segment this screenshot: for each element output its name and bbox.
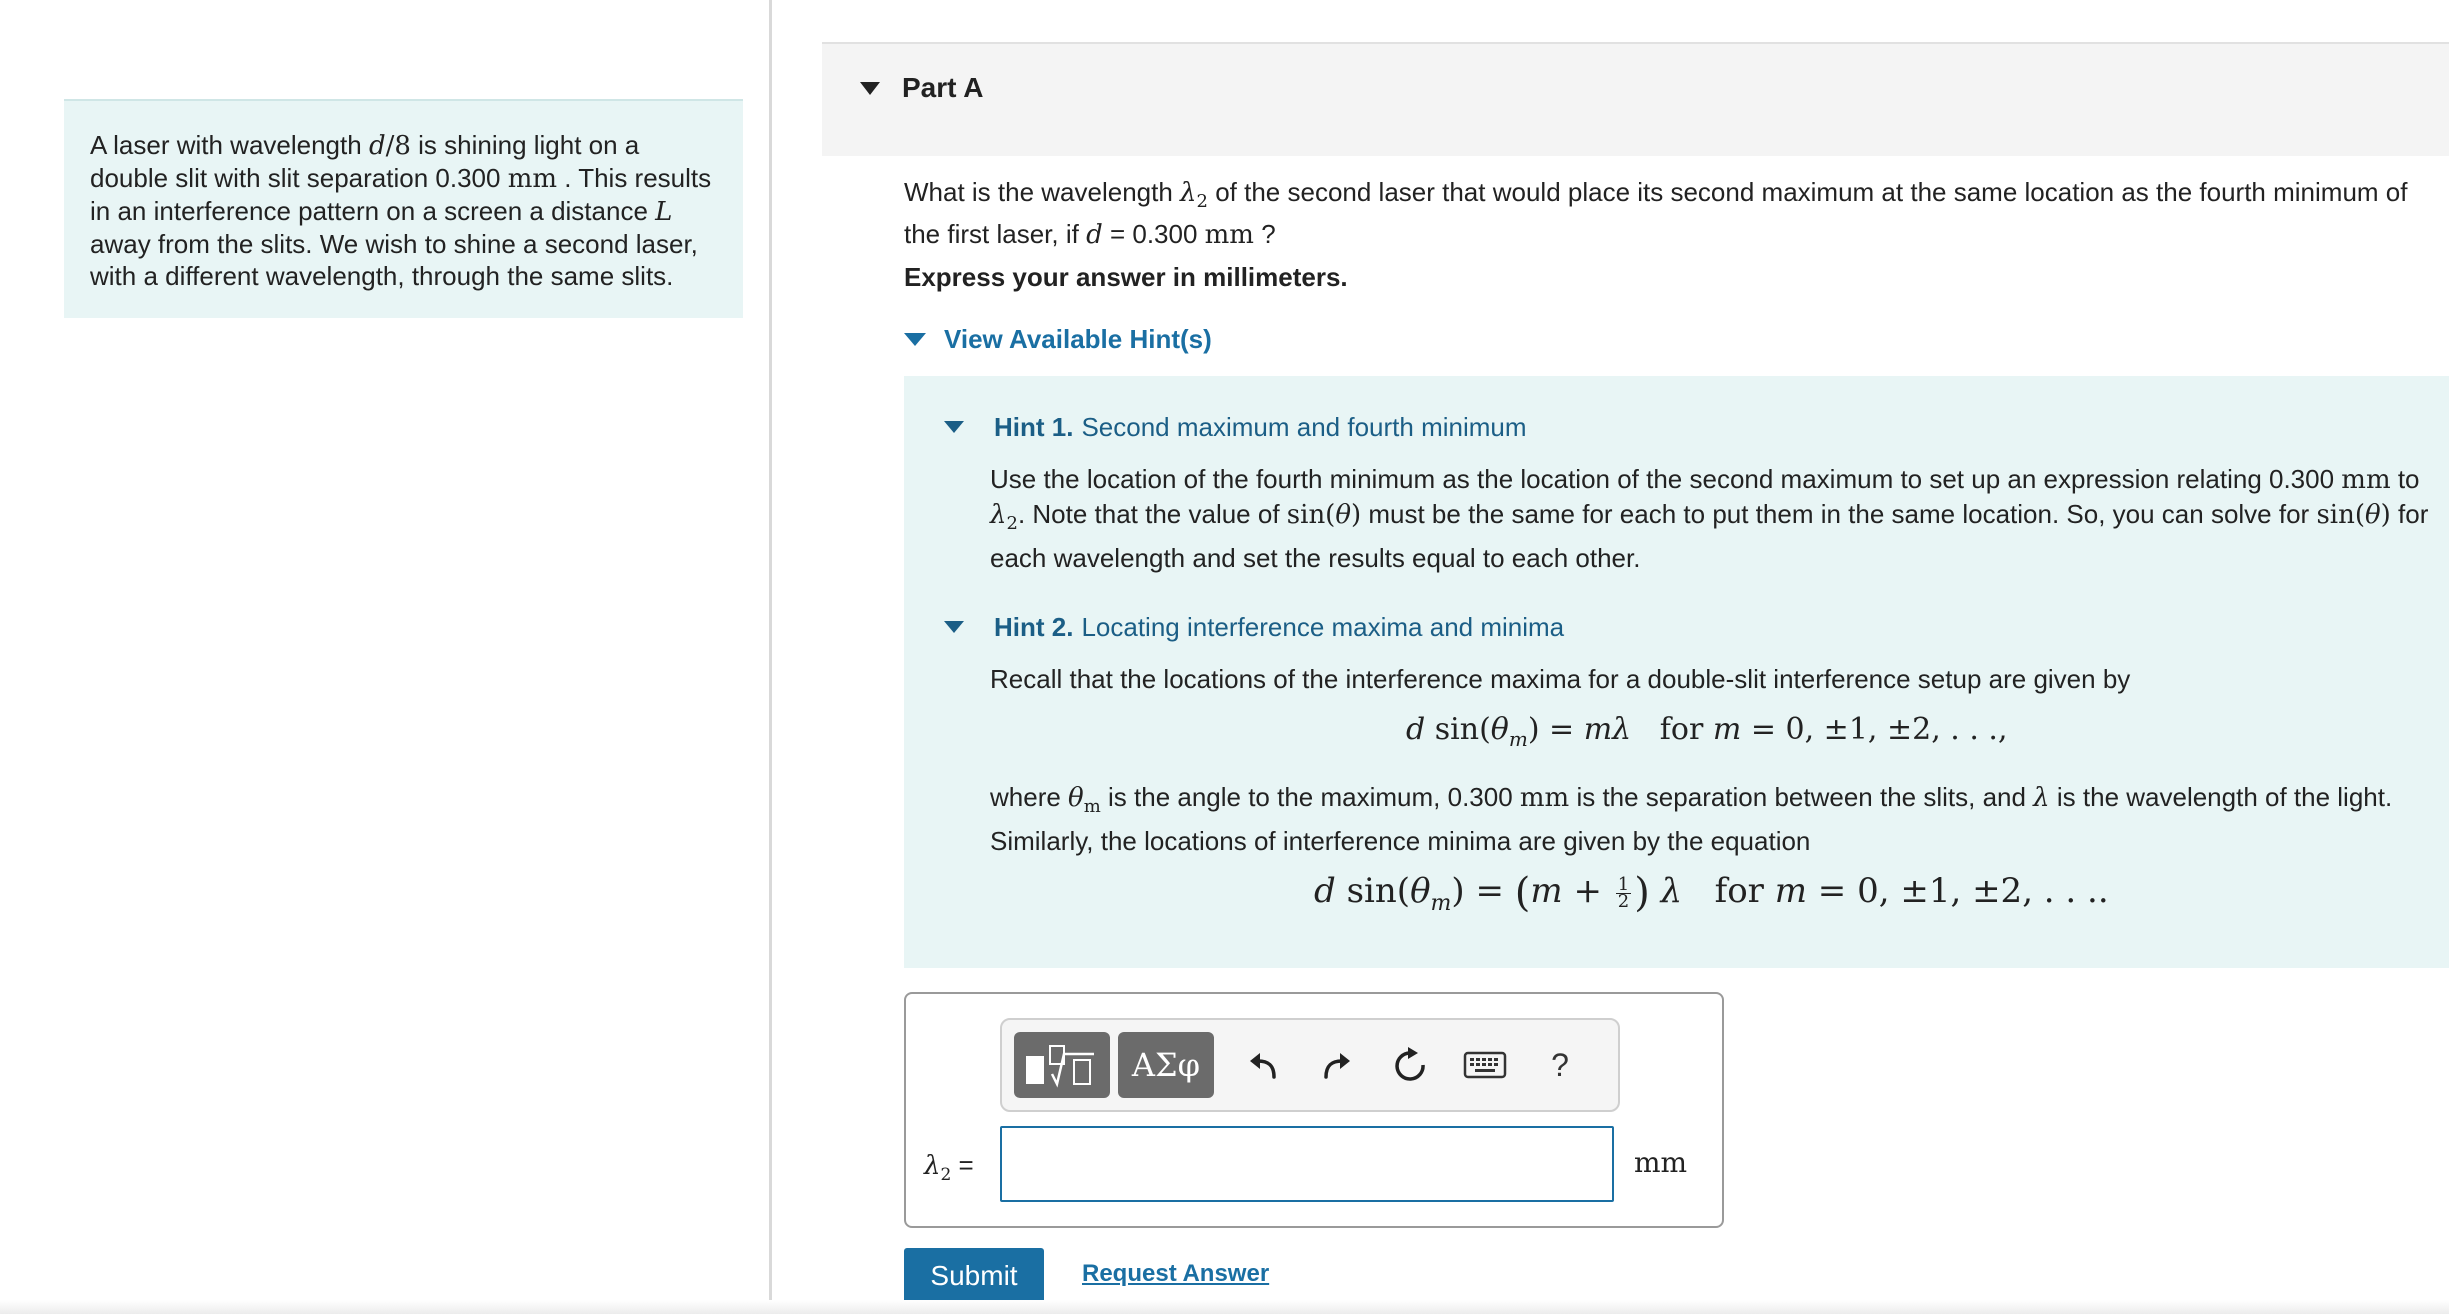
hint-1-sin-open: sin( xyxy=(1286,500,1336,530)
undo-icon xyxy=(1246,1047,1282,1083)
hint-2-number: Hint 2. xyxy=(994,611,1074,642)
answer-lambda: λ xyxy=(924,1151,941,1181)
hint-1-text-2: to xyxy=(2390,464,2420,494)
eq2-d: d xyxy=(1314,871,1336,911)
hint-2-text-2: where xyxy=(990,782,1069,812)
reset-button[interactable] xyxy=(1380,1032,1440,1098)
eq1-d: d xyxy=(1406,712,1426,747)
question-text-1: What is the wavelength xyxy=(904,177,1181,207)
help-button[interactable]: ? xyxy=(1551,1046,1569,1083)
eq2-m2: m xyxy=(1774,871,1807,911)
eq2-frac-den: 2 xyxy=(1617,890,1630,912)
hint-1-text-1: Use the location of the fourth minimum as the location of the second maximum to set up an expression relating 0.300 xyxy=(990,464,2342,494)
problem-wavelength-rest: /8 xyxy=(385,131,411,161)
eq2-sin: sin( xyxy=(1335,871,1411,911)
answer-input[interactable] xyxy=(1000,1126,1614,1202)
answer-equals: = xyxy=(951,1150,974,1180)
request-answer-link[interactable]: Request Answer xyxy=(1082,1260,1270,1287)
hint-1-theta-2: θ xyxy=(2364,500,2381,530)
eq1-for: for xyxy=(1631,712,1713,747)
question-text xyxy=(904,176,2444,252)
answer-box xyxy=(904,992,1724,1228)
hint-2-explanation xyxy=(990,780,2430,858)
part-header[interactable] xyxy=(822,44,2449,156)
problem-distance-var: L xyxy=(655,197,673,227)
keyboard-button[interactable] xyxy=(1454,1032,1516,1098)
part-title: Part A xyxy=(902,72,984,103)
problem-text-4: away from the slits. We wish to shine a second laser, with a different wavelength, through the same slits. xyxy=(90,229,698,291)
question-d-var: d xyxy=(1086,220,1103,251)
problem-statement xyxy=(64,99,743,318)
hint-2-title[interactable]: Locating interference maxima and minima xyxy=(1081,611,1565,642)
hint-2-text-4: is the separation between the slits, and xyxy=(1569,782,2034,812)
hint-2-theta-sub: m xyxy=(1083,796,1101,818)
question-text-4: ? xyxy=(1253,219,1276,250)
hint-2-intro: Recall that the locations of the interference maxima for a double-slit interference setup are given by xyxy=(990,664,2131,694)
hint-2-unit: mm xyxy=(1519,783,1570,813)
keyboard-icon xyxy=(1463,1051,1507,1079)
hint-1-body xyxy=(990,462,2430,575)
right-panel xyxy=(772,0,2449,1314)
eq2-values: = 0, ±1, ±2, . . .. xyxy=(1806,871,2109,911)
eq1-theta: θ xyxy=(1490,712,1509,747)
eq2-for: for xyxy=(1682,871,1775,911)
hint-1-unit: mm xyxy=(2341,465,2391,495)
hint-2-header[interactable] xyxy=(944,610,1564,644)
eq2-theta-sub: m xyxy=(1430,890,1452,916)
hint-1-header[interactable] xyxy=(944,410,1527,444)
caret-down-icon xyxy=(944,621,964,633)
eq2-left-paren: ( xyxy=(1514,870,1531,916)
answer-variable-label xyxy=(924,1150,974,1185)
eq1-theta-sub: m xyxy=(1508,727,1528,751)
eq2-fraction xyxy=(1616,873,1631,912)
problem-wavelength-var: d xyxy=(368,131,386,161)
reset-icon xyxy=(1390,1045,1430,1085)
eq2-plus: + xyxy=(1562,871,1613,911)
hint-1-lambda: λ xyxy=(990,500,1007,530)
hint-1-text-5: for each wavelength and set the results equal to each other. xyxy=(990,499,2429,574)
eq2-lambda: λ xyxy=(1649,871,1683,911)
hint-1-title[interactable]: Second maximum and fourth minimum xyxy=(1081,411,1527,442)
undo-button[interactable] xyxy=(1234,1032,1294,1098)
hint-1-number: Hint 1. xyxy=(994,411,1074,442)
minima-equation xyxy=(1314,870,2109,916)
greek-symbols-button[interactable]: ΑΣφ xyxy=(1118,1032,1214,1098)
question-unit: mm xyxy=(1204,220,1254,251)
left-panel xyxy=(0,0,771,1314)
hint-1-text-3: . Note that the value of xyxy=(1017,499,1287,529)
problem-text-1: A laser with wavelength xyxy=(90,130,369,160)
eq2-theta: θ xyxy=(1410,871,1431,911)
hint-1-sin-open-2: sin( xyxy=(2316,500,2365,530)
eq1-sin: sin( xyxy=(1425,712,1491,747)
template-button[interactable] xyxy=(1014,1032,1110,1098)
hint-1-theta: θ xyxy=(1335,500,1351,530)
eq2-close: ) = xyxy=(1451,871,1515,911)
hint-2-lambda: λ xyxy=(2033,783,2050,813)
eq1-mlambda: mλ xyxy=(1583,712,1632,747)
math-toolbar xyxy=(1000,1018,1620,1112)
caret-down-icon xyxy=(944,421,964,433)
redo-button[interactable] xyxy=(1306,1032,1366,1098)
redo-icon xyxy=(1318,1047,1354,1083)
eq2-right-paren: ) xyxy=(1634,870,1650,916)
problem-text-2: is shining light on a double slit with slit separation 0.300 xyxy=(90,130,640,193)
bottom-strip xyxy=(0,1300,2449,1314)
submit-button[interactable]: Submit xyxy=(904,1248,1044,1304)
problem-text-3: . This results in an interference pattern on a screen a distance xyxy=(90,163,712,226)
question-lambda-sub: 2 xyxy=(1196,191,1208,213)
eq2-m: m xyxy=(1530,871,1563,911)
maxima-equation xyxy=(1406,712,2008,751)
question-lambda: λ xyxy=(1180,178,1197,208)
question-text-2: of the second laser that would place its second maximum at the same location as the fourth minimum of the first laser, if xyxy=(904,177,2408,250)
hint-1-sin-close-2: ) xyxy=(2380,500,2391,530)
hint-2-text-5: is the wavelength of the light. Similarly, the locations of interference minima are given by the equation xyxy=(990,782,2393,857)
answer-unit: mm xyxy=(1634,1146,1688,1179)
hint-2-text-3: is the angle to the maximum, 0.300 xyxy=(1100,782,1520,812)
caret-down-icon xyxy=(904,333,926,346)
eq1-values: = 0, ±1, ±2, . . ., xyxy=(1741,712,2008,747)
eq2-frac-num: 1 xyxy=(1617,873,1630,895)
view-hints-label[interactable]: View Available Hint(s) xyxy=(944,323,1212,354)
answer-lambda-sub: 2 xyxy=(940,1165,952,1186)
hint-2-theta: θ xyxy=(1068,783,1084,813)
hint-1-sin-close: ) xyxy=(1350,500,1362,530)
eq1-close: ) = xyxy=(1527,712,1584,747)
question-text-3: = 0.300 xyxy=(1102,219,1205,250)
eq1-m: m xyxy=(1712,712,1742,747)
answer-instruction: Express your answer in millimeters. xyxy=(904,262,1348,292)
caret-down-icon[interactable] xyxy=(860,82,880,95)
problem-unit: mm xyxy=(507,164,558,194)
hint-1-text-4: must be the same for each to put them in the same location. So, you can solve for xyxy=(1361,499,2317,529)
hint-1-lambda-sub: 2 xyxy=(1006,513,1018,535)
view-hints-toggle[interactable] xyxy=(904,322,1212,356)
template-radical-icon xyxy=(1022,1040,1102,1090)
hints-panel xyxy=(904,376,2449,968)
